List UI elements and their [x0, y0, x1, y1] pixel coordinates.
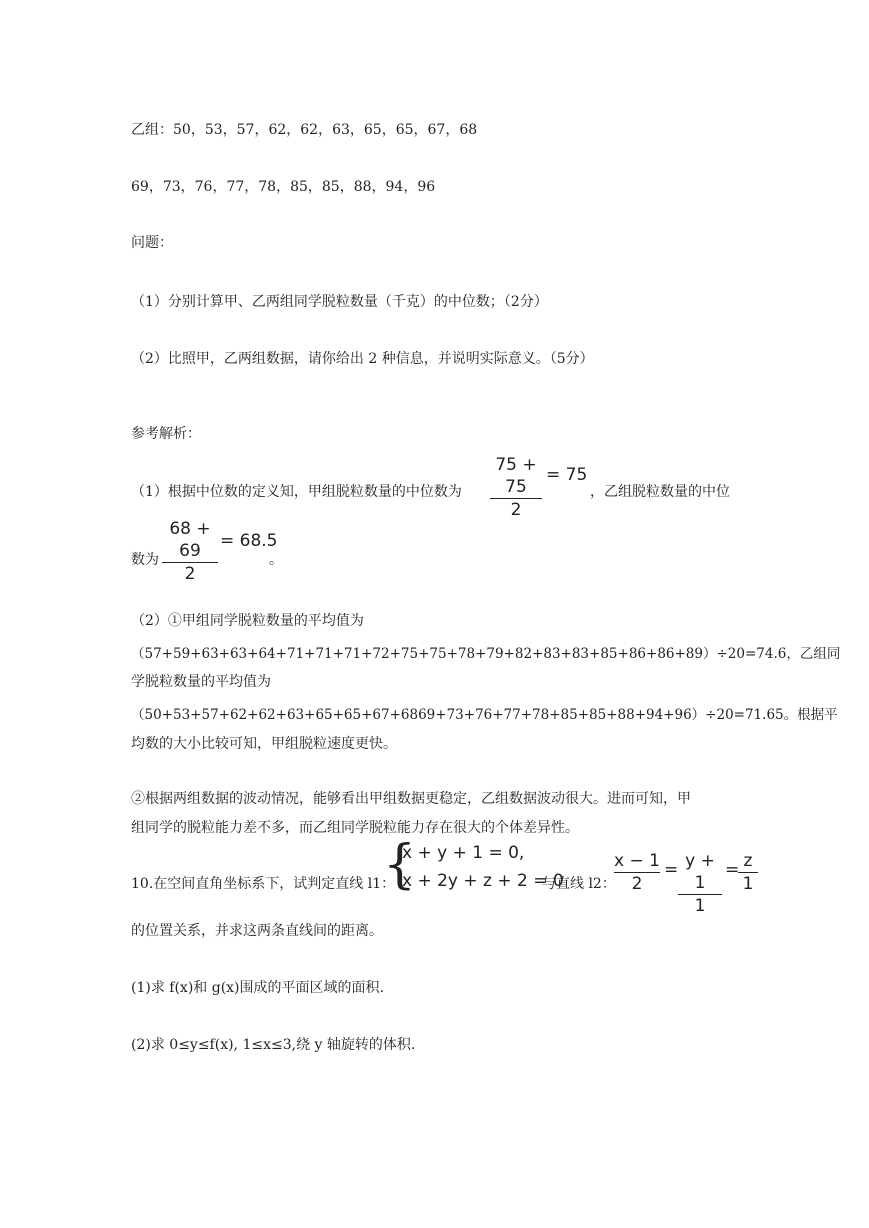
answer-2-line-7: 组同学的脱粒能力差不多，而乙组同学脱粒能力存在很大的个体差异性。 [131, 820, 579, 836]
answer-2-line-6: ②根据两组数据的波动情况，能够看出甲组数据更稳定，乙组数据波动很大。进而可知，甲 [131, 791, 691, 807]
median-b-fraction [162, 518, 218, 585]
system-brace: { [383, 835, 417, 895]
line2-numerator-2: y + 1 [685, 851, 715, 893]
line2-numerator-3: z [743, 851, 753, 871]
answer-1-text-d: 。 [269, 552, 283, 568]
answer-2-line-1: （2）①甲组同学脱粒数量的平均值为 [131, 613, 364, 629]
answer-1-text-a: （1）根据中位数的定义知，甲组脱粒数量的中位数为 [131, 484, 462, 500]
problem-10-line-2: 的位置关系，并求这两条直线间的距离。 [131, 923, 383, 939]
median-a-numerator: 75 + 75 [495, 455, 537, 497]
answer-1-text-c: 数为 [131, 552, 159, 568]
median-a-result: = 75 [546, 465, 588, 485]
answer-2-line-3: 学脱粒数量的平均值为 [131, 674, 271, 690]
group-b-data-line-2: 69，73，76，77，78，85，85，88，94，96 [131, 179, 436, 195]
median-b-result: = 68.5 [220, 531, 278, 551]
line2-denominator-3: 1 [742, 874, 754, 894]
group-b-data-line-1: 乙组：50，53，57，62，62，63，65，65，67，68 [131, 122, 478, 138]
sub-question-2: (2)求 0≤y≤f(x), 1≤x≤3,绕 y 轴旋转的体积. [131, 1037, 416, 1053]
median-a-denominator: 2 [510, 500, 522, 520]
answer-heading: 参考解析： [131, 426, 201, 442]
system-equation-2: x + 2y + z + 2 = 0 [402, 871, 564, 891]
system-equation-1: x + y + 1 = 0, [402, 843, 525, 863]
median-b-numerator: 68 + 69 [169, 519, 211, 561]
answer-2-line-2: （57+59+63+63+64+71+71+71+72+75+75+78+79+82+83+83+85+86+86+89）÷20=74.6，乙组同 [131, 646, 841, 662]
sub-question-1: (1)求 f(x)和 g(x)围成的平面区域的面积. [131, 980, 384, 996]
line2-fraction-1 [614, 850, 660, 895]
problem-10-text-b: 与直线 l2： [542, 876, 616, 892]
answer-1-text-b: ，乙组脱粒数量的中位 [590, 484, 730, 500]
answer-2-line-4: （50+53+57+62+62+63+65+65+67+6869+73+76+77+78+85+85+88+94+96）÷20=71.65。根据平 [131, 707, 838, 723]
line2-fraction-2 [678, 850, 722, 917]
line2-equals-1: = [664, 860, 679, 880]
problem-10-text-a: 10.在空间直角坐标系下，试判定直线 l1： [131, 876, 396, 892]
answer-2-line-5: 均数的大小比较可知，甲组脱粒速度更快。 [131, 736, 397, 752]
line2-fraction-3 [738, 850, 758, 895]
line2-denominator-2: 1 [694, 896, 706, 916]
line2-denominator-1: 2 [631, 874, 643, 894]
question-1: （1）分别计算甲、乙两组同学脱粒数量（千克）的中位数；（2分） [131, 294, 548, 310]
median-a-fraction [490, 454, 542, 521]
line2-equals-2: = [725, 860, 740, 880]
question-2: （2）比照甲，乙两组数据，请你给出 2 种信息，并说明实际意义。（5分） [131, 351, 594, 367]
median-b-denominator: 2 [184, 564, 196, 584]
questions-heading: 问题： [131, 235, 173, 251]
line2-numerator-1: x − 1 [614, 851, 660, 871]
